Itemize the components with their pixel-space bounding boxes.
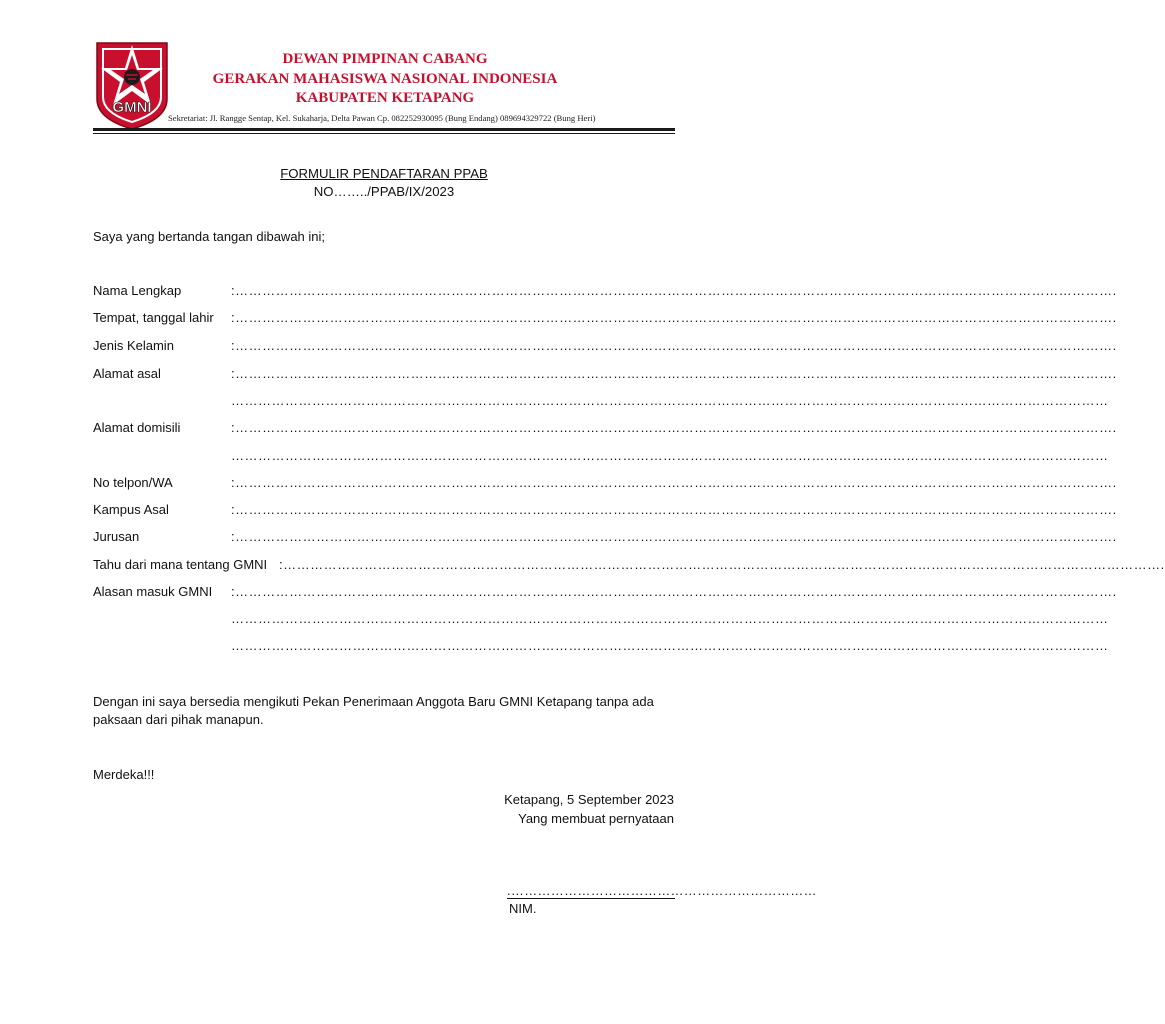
field-input-nama[interactable]: :……………………………………………………………………………………………………………………………………………………………………………. (231, 283, 1117, 298)
field-label-nama: Nama Lengkap (93, 283, 182, 298)
field-input-jk[interactable]: :……………………………………………………………………………………………………………………………………………………………………………. (231, 338, 1117, 353)
field-input-tahu-dari[interactable]: :……………………………………………………………………………………………………………………………………………………………………………. (279, 557, 1165, 572)
gmni-logo (93, 41, 171, 131)
org-level: DEWAN PIMPINAN CABANG (282, 51, 488, 67)
field-input-alamat-asal[interactable]: :……………………………………………………………………………………………………………………………………………………………………………. (231, 366, 1117, 381)
letterhead-divider-thin (93, 133, 675, 134)
field-input-telepon[interactable]: :……………………………………………………………………………………………………………………………………………………………………………. (231, 475, 1117, 490)
letterhead-divider-thick (93, 128, 675, 131)
field-label-kampus: Kampus Asal (93, 502, 169, 517)
org-region: KABUPATEN KETAPANG (295, 90, 475, 106)
signature-nim: NIM. (509, 901, 537, 916)
form-title: FORMULIR PENDAFTARAN PPAB (280, 166, 488, 181)
field-label-alamat-asal: Alamat asal (93, 366, 161, 381)
field-input-alasan[interactable]: :……………………………………………………………………………………………………………………………………………………………………………. (231, 584, 1117, 599)
field-input-jurusan[interactable]: :……………………………………………………………………………………………………………………………………………………………………………. (231, 529, 1117, 544)
field-input-ttl[interactable]: :……………………………………………………………………………………………………………………………………………………………………………. (231, 310, 1117, 325)
field-input-alasan-cont-1[interactable]: …………………………………………………………………………………………………………………………………………………………………………… (231, 611, 1109, 626)
field-input-alamat-domisili[interactable]: :……………………………………………………………………………………………………………………………………………………………………………. (231, 420, 1117, 435)
signature-date: Ketapang, 5 September 2023 (504, 792, 674, 807)
statement-line-2: paksaan dari pihak manapun. (93, 712, 264, 727)
svg-text:GMNI: GMNI (112, 99, 152, 116)
intro-text: Saya yang bertanda tangan dibawah ini; (93, 229, 326, 244)
signature-name-field[interactable]: .…………………………………………………………… (507, 883, 817, 898)
field-label-alamat-domisili: Alamat domisili (93, 420, 181, 435)
field-label-tahu-dari: Tahu dari mana tentang GMNI (93, 557, 268, 572)
signature-role: Yang membuat pernyataan (518, 811, 674, 826)
statement-line-1: Dengan ini saya bersedia mengikuti Pekan Penerimaan Anggota Baru GMNI Ketapang tanpa ada (93, 694, 654, 709)
field-input-alamat-domisili-cont[interactable]: …………………………………………………………………………………………………………………………………………………………………………… (231, 448, 1109, 463)
field-label-alasan: Alasan masuk GMNI (93, 584, 213, 599)
secretariat-address: Sekretariat: Jl. Rangge Sentap, Kel. Sukaharja, Delta Pawan Cp. 082252930095 (Bung Endang) 089694329722 (Bung Heri) (168, 113, 596, 123)
field-label-ttl: Tempat, tanggal lahir (93, 310, 214, 325)
field-input-alasan-cont-2[interactable]: …………………………………………………………………………………………………………………………………………………………………………… (231, 638, 1109, 653)
signature-underline (507, 898, 675, 899)
form-number: NO……../PPAB/IX/2023 (313, 184, 455, 199)
org-name: GERAKAN MAHASISWA NASIONAL INDONESIA (212, 71, 558, 87)
field-label-telepon: No telpon/WA (93, 475, 173, 490)
field-label-jk: Jenis Kelamin (93, 338, 174, 353)
field-label-jurusan: Jurusan (93, 529, 140, 544)
field-input-kampus[interactable]: :……………………………………………………………………………………………………………………………………………………………………………. (231, 502, 1117, 517)
field-input-alamat-asal-cont[interactable]: …………………………………………………………………………………………………………………………………………………………………………… (231, 393, 1109, 408)
closing-text: Merdeka!!! (93, 767, 155, 782)
